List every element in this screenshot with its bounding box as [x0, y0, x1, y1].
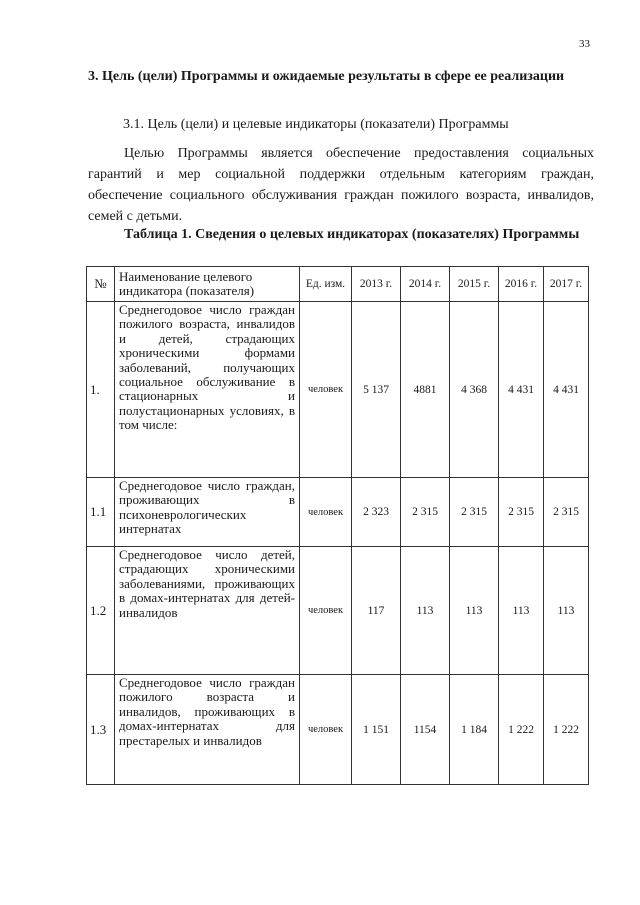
- row-2016: 1 222: [499, 675, 544, 785]
- row-2015: 4 368: [450, 302, 499, 478]
- goal-paragraph: Целью Программы является обеспечение предоставления социальных гарантий и мер социальной поддержки отдельным категориям граждан, обеспечение социального обслуживания граждан пожилого возраста, инвалидов, семей с детьми.: [88, 146, 594, 224]
- row-2016: 2 315: [499, 478, 544, 547]
- header-num: №: [87, 267, 115, 302]
- row-unit: человек: [300, 478, 352, 547]
- row-2016: 113: [499, 547, 544, 675]
- row-num: 1.1: [87, 478, 115, 547]
- row-2017: 113: [544, 547, 589, 675]
- header-2015: 2015 г.: [450, 267, 499, 302]
- table-caption: Таблица 1. Сведения о целевых индикаторах (показателях) Программы: [124, 227, 580, 242]
- header-2013: 2013 г.: [352, 267, 401, 302]
- row-2015: 1 184: [450, 675, 499, 785]
- row-2016: 4 431: [499, 302, 544, 478]
- row-2013: 5 137: [352, 302, 401, 478]
- row-2017: 4 431: [544, 302, 589, 478]
- row-2013: 2 323: [352, 478, 401, 547]
- row-name: Среднегодовое число детей, страдающих хроническими заболеваниями, проживающих в домах-интернатах для детей-инвалидов: [115, 547, 300, 675]
- header-2017: 2017 г.: [544, 267, 589, 302]
- header-2014: 2014 г.: [401, 267, 450, 302]
- row-unit: человек: [300, 675, 352, 785]
- row-2017: 2 315: [544, 478, 589, 547]
- table-row: [87, 302, 589, 478]
- row-unit: человек: [300, 302, 352, 478]
- table-row: [87, 675, 589, 785]
- table-row: [87, 478, 589, 547]
- row-unit: человек: [300, 547, 352, 675]
- row-2014: 4881: [401, 302, 450, 478]
- row-2014: 113: [401, 547, 450, 675]
- row-name: Среднегодовое число граждан пожилого возраста и инвалидов, проживающих в домах-интернатах для престарелых и инвалидов: [115, 675, 300, 785]
- row-2015: 2 315: [450, 478, 499, 547]
- row-2013: 1 151: [352, 675, 401, 785]
- table-row: [87, 547, 589, 675]
- row-num: 1.3: [87, 675, 115, 785]
- indicators-table: [86, 266, 589, 785]
- row-2014: 1154: [401, 675, 450, 785]
- row-2017: 1 222: [544, 675, 589, 785]
- section-heading: 3. Цель (цели) Программы и ожидаемые результаты в сфере ее реализации: [88, 69, 565, 84]
- header-unit: Ед. изм.: [300, 267, 352, 302]
- subsection-heading: 3.1. Цель (цели) и целевые индикаторы (показатели) Программы: [123, 117, 509, 132]
- row-name: Среднегодовое число граждан пожилого возраста, инвалидов и детей, страдающих хроническими формами заболеваний, получающих социальное обслуживание в стационарных и полустационарных условиях, в том числе:: [115, 302, 300, 478]
- row-num: 1.: [87, 302, 115, 478]
- row-name: Среднегодовое число граждан, проживающих в психоневрологических интернатах: [115, 478, 300, 547]
- table-header-row: [87, 267, 589, 302]
- row-2015: 113: [450, 547, 499, 675]
- header-2016: 2016 г.: [499, 267, 544, 302]
- page-number: 33: [579, 38, 590, 50]
- header-name: Наименование целевого индикатора (показателя): [115, 267, 300, 302]
- row-2014: 2 315: [401, 478, 450, 547]
- row-num: 1.2: [87, 547, 115, 675]
- row-2013: 117: [352, 547, 401, 675]
